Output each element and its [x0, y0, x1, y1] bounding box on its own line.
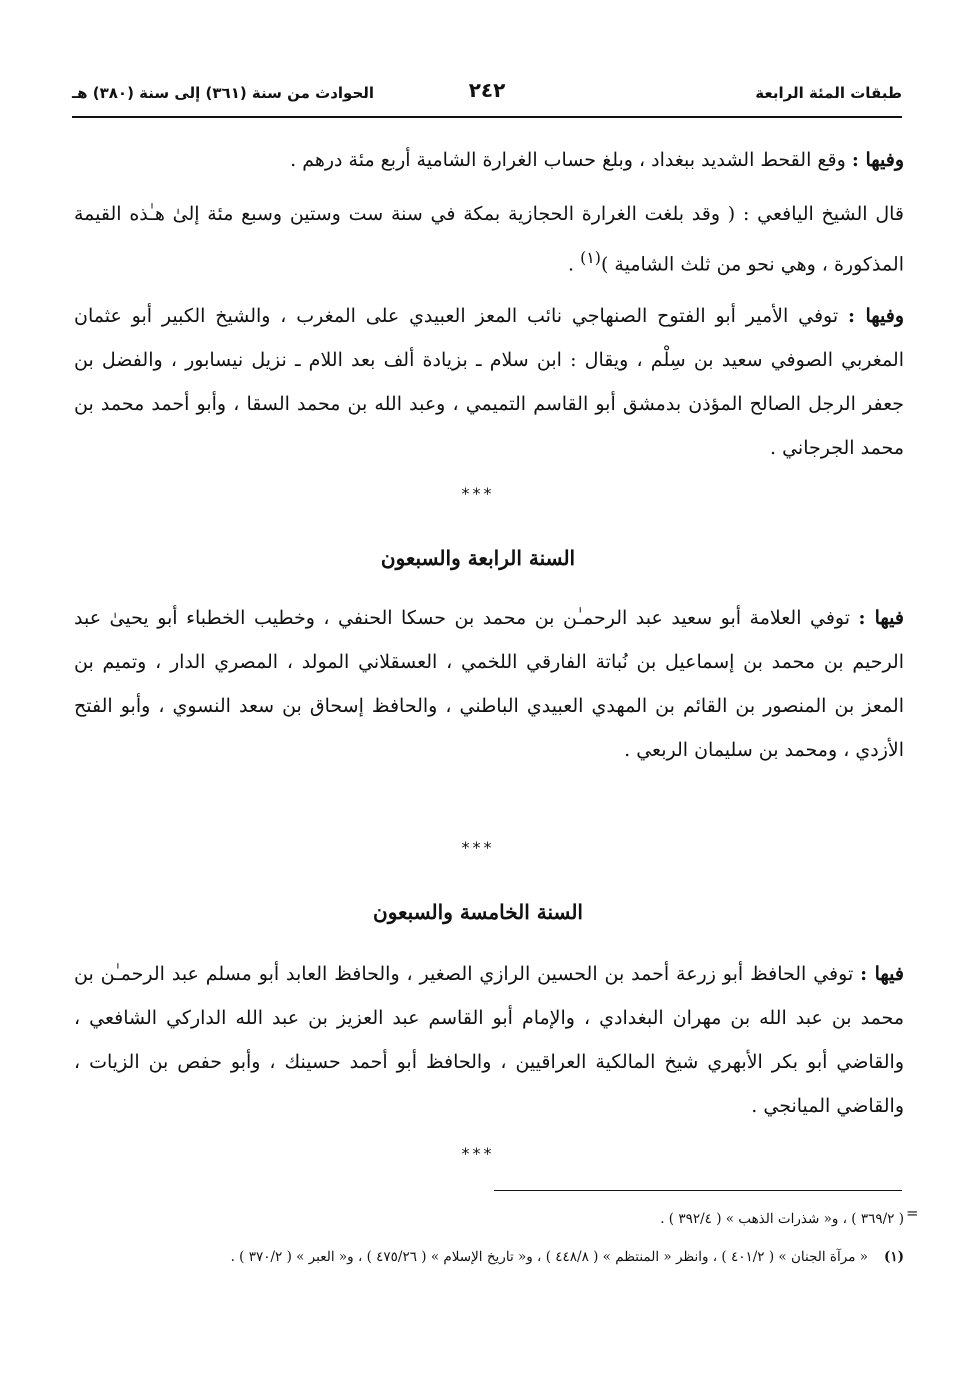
page-number: ٢٤٢ [468, 78, 506, 102]
footnote-number: (١) [883, 1249, 904, 1265]
book-title: طبقات المئة الرابعة [755, 84, 902, 102]
paragraph-tail: . [567, 253, 581, 276]
paragraph-lead: وفيها : [851, 149, 904, 171]
section-separator: *** [461, 838, 495, 857]
footnote-text: « مرآة الجنان » ( ٤٠١/٢ ) ، وانظر « المنتظم » ( ٤٤٨/٨ ) ، و« تاريخ الإسلام » ( ٤٧٥/٢٦ ) ، و« العبر » ( ٣٧٠/٢ ) . [230, 1249, 868, 1265]
paragraph-lead: وفيها : [848, 305, 904, 327]
paragraph-text: قال الشيخ اليافعي : ( وقد بلغت الغرارة الحجازية بمكة في سنة ست وستين وسبع مئة إلىٰ هـٰذه القيمة المذكورة ، وهي نحو من ثلث الشامية ) [74, 203, 904, 276]
paragraph-text: وقع القحط الشديد ببغداد ، وبلغ حساب الغرارة الشامية أربع مئة درهم . [290, 149, 852, 171]
footnote-continuation: ( ٣٦٩/٢ ) ، و« شذرات الذهب » ( ٣٩٢/٤ ) . [660, 1211, 904, 1227]
paragraph-year-374 [74, 596, 904, 772]
paragraph-yafii-quote [74, 192, 904, 286]
footnote-divider [494, 1190, 902, 1191]
paragraph-lead: فيها : [858, 607, 904, 629]
footnote-item [74, 1244, 904, 1270]
footnote-continuation-mark: = [906, 1204, 919, 1222]
header-divider [72, 116, 902, 118]
paragraph-deaths [74, 294, 904, 470]
paragraph-text: توفي العلامة أبو سعيد عبد الرحمـٰن بن محمد بن حسكا الحنفي ، وخطيب الخطباء أبو يحيىٰ عبد الرحيم بن محمد بن إسماعيل بن نُباتة الفارقي اللخمي ، العسقلاني المولد ، المصري الدار ، وتميم بن المعز بن المنصور بن القائم بن المهدي العبيدي الباطني ، والحافظ إسحاق بن سعد النسوي ، وأبو الفتح الأزدي ، ومحمد بن سليمان الربعي . [74, 607, 904, 761]
footnote-reference[interactable]: (١) [580, 248, 601, 267]
running-header [72, 78, 902, 112]
paragraph-lead: فيها : [860, 963, 904, 985]
paragraph-text: توفي الحافظ أبو زرعة أحمد بن الحسين الرازي الصغير ، والحافظ العابد أبو مسلم عبد الرحمـٰن بن محمد بن عبد الله بن مهران البغدادي ، والإمام أبو القاسم عبد العزيز بن عبد الله الداركي الشافعي ، والقاضي أبو بكر الأبهري شيخ المالكية العراقيين ، والحافظ أبو أحمد حسينك ، وأبو حفص بن الزيات ، والقاضي الميانجي . [74, 963, 904, 1117]
section-range: الحوادث من سنة (٣٦١) إلى سنة (٣٨٠) هـ [72, 84, 375, 102]
section-separator: *** [461, 484, 495, 503]
section-separator: *** [461, 1144, 495, 1163]
section-heading-year-375: السنة الخامسة والسبعون [373, 900, 583, 924]
section-heading-year-374: السنة الرابعة والسبعون [380, 546, 576, 570]
paragraph-text: توفي الأمير أبو الفتوح الصنهاجي نائب المعز العبيدي على المغرب ، والشيخ الكبير أبو عثمان المغربي الصوفي سعيد بن سِلْم ، ويقال : ابن سلام ـ بزيادة ألف بعد اللام ـ نزيل نيسابور ، والفضل بن جعفر الرجل الصالح المؤذن بدمشق أبو القاسم التميمي ، وعبد الله بن محمد السقا ، وأبو أحمد محمد بن محمد الجرجاني . [74, 305, 904, 459]
paragraph-year-375 [74, 952, 904, 1128]
paragraph-famine [74, 138, 904, 182]
